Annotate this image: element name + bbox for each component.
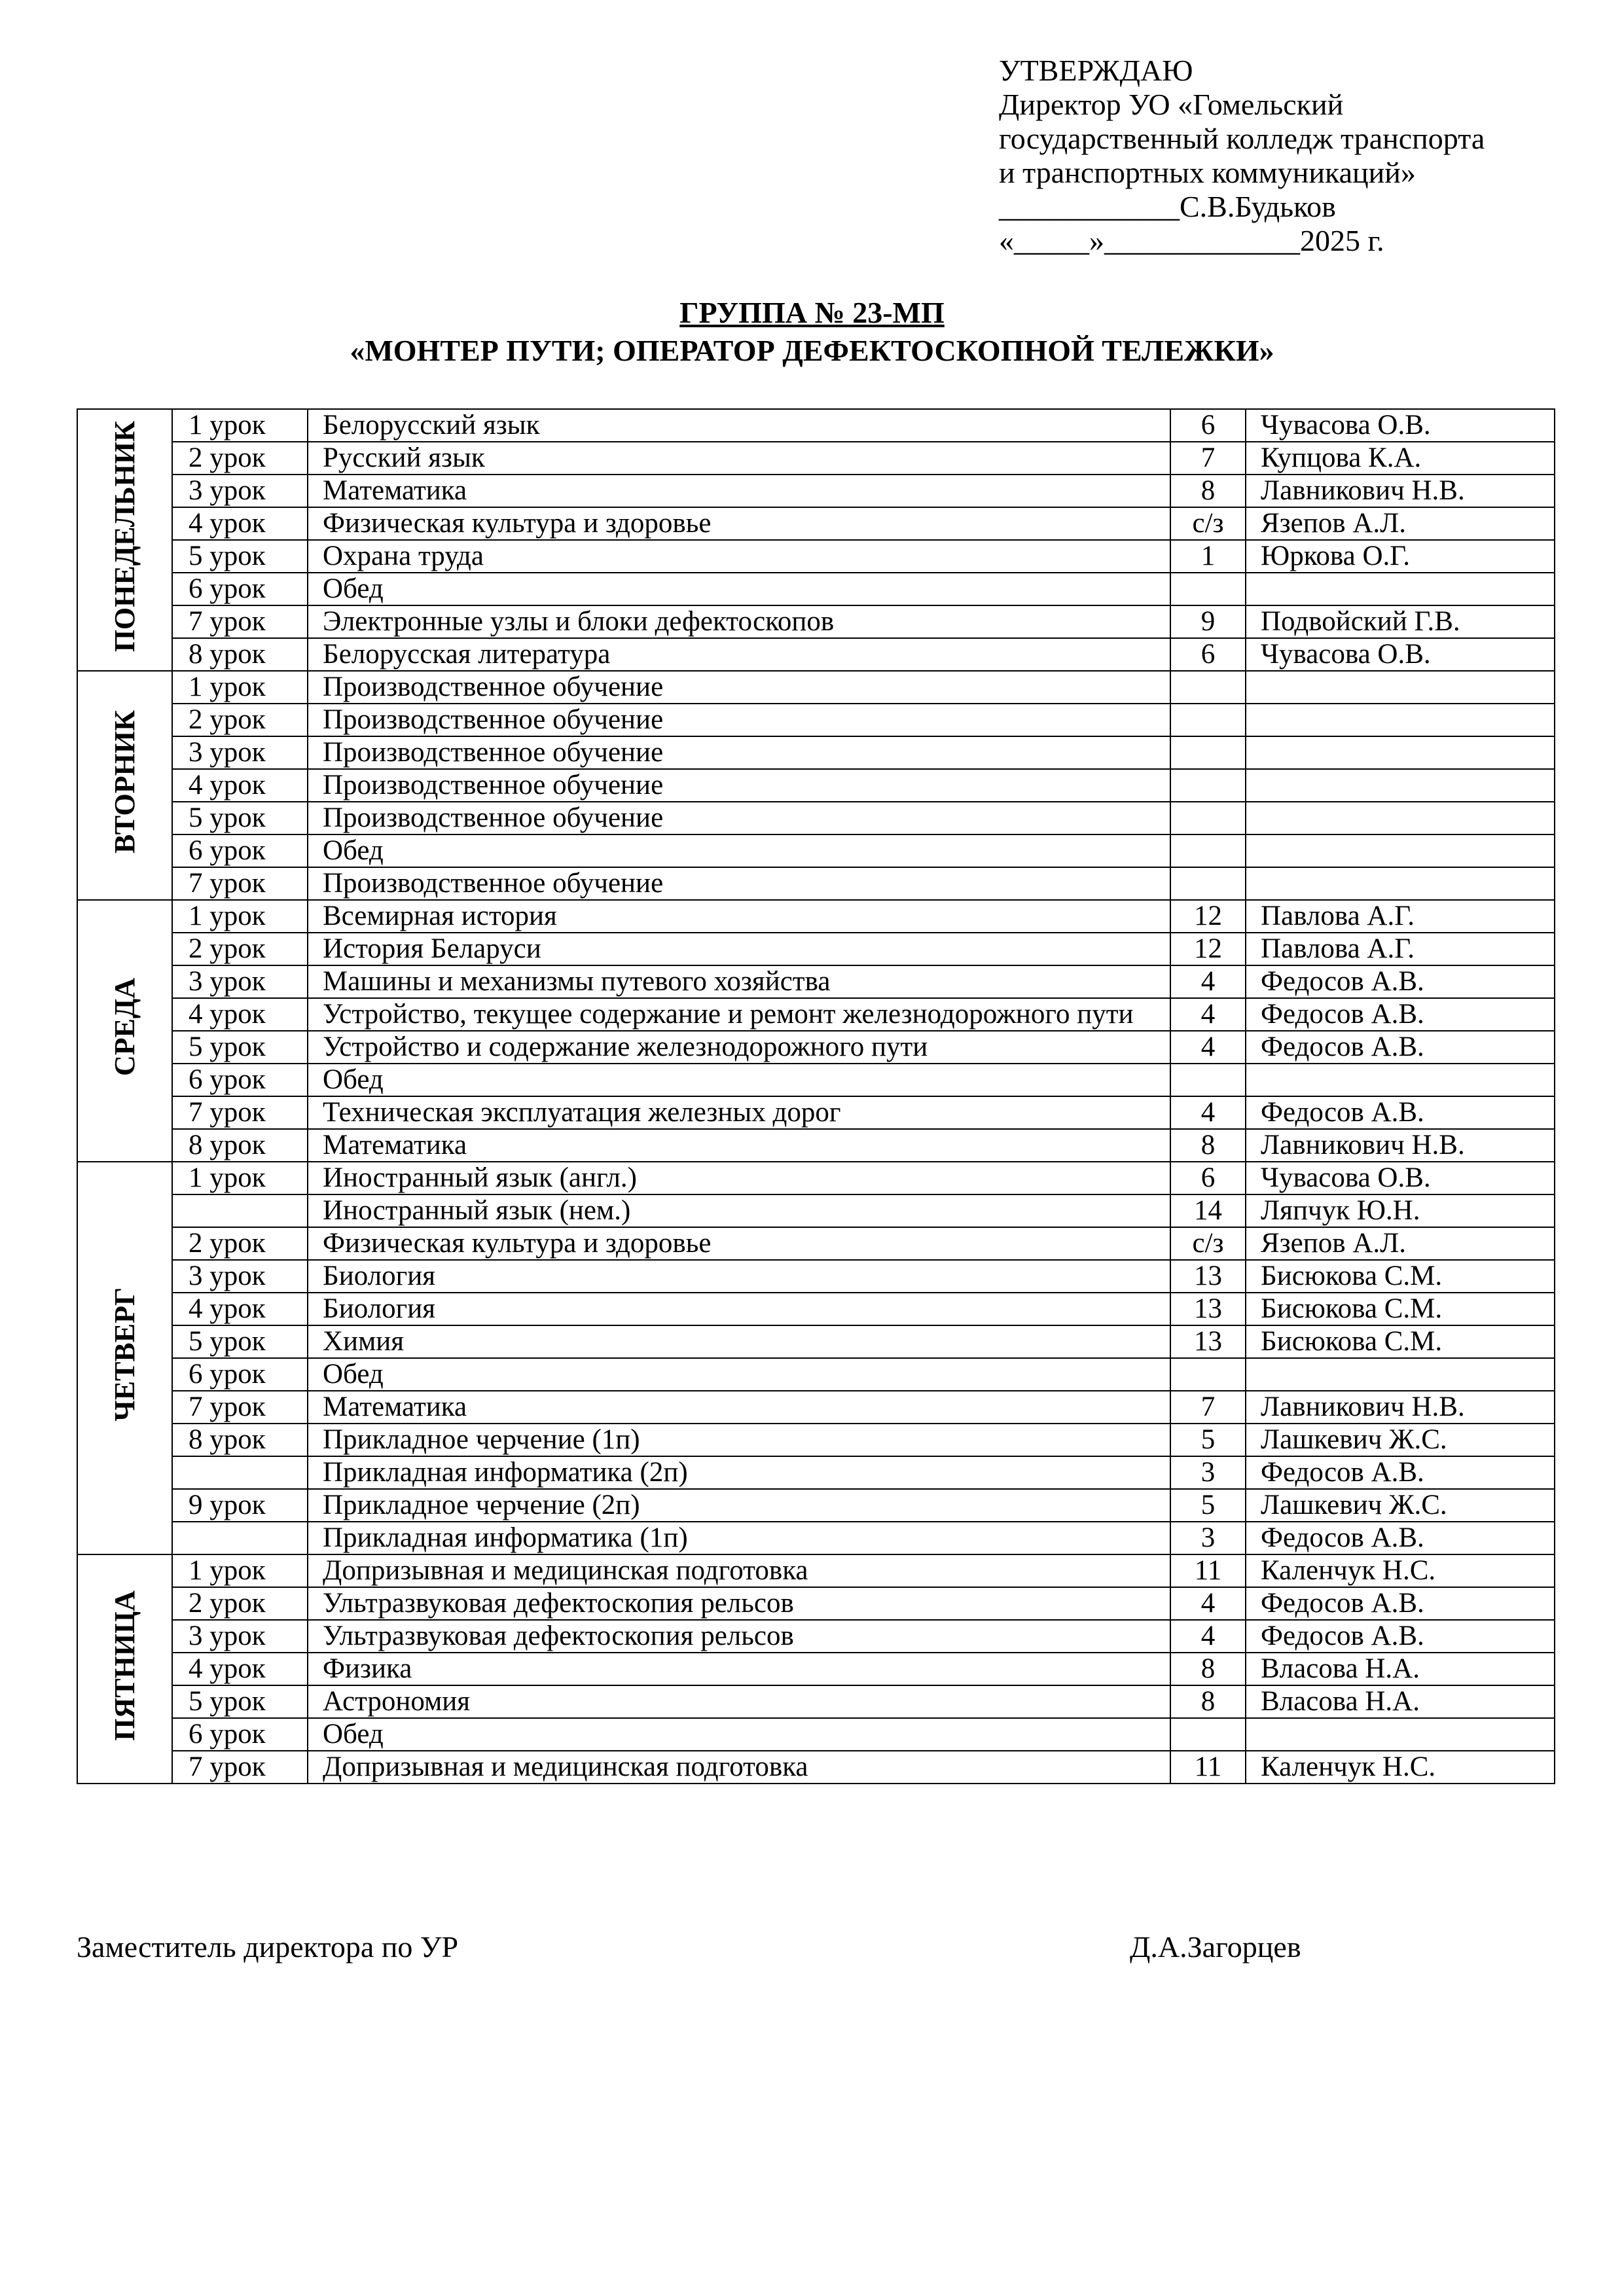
teacher-name: Каленчук Н.С. <box>1246 1751 1555 1784</box>
lesson-number: 7 урок <box>172 867 308 900</box>
subject-name: Устройство, текущее содержание и ремонт железнодорожного пути <box>308 998 1170 1031</box>
teacher-name: Власова Н.А. <box>1246 1685 1555 1718</box>
lesson-number: 6 урок <box>172 573 308 605</box>
schedule-row <box>77 638 1555 671</box>
teacher-name <box>1246 671 1555 704</box>
schedule-row <box>77 1162 1555 1194</box>
lesson-number: 3 урок <box>172 965 308 998</box>
teacher-name: Павлова А.Г. <box>1246 900 1555 933</box>
schedule-row <box>77 1522 1555 1554</box>
day-cell <box>77 1554 172 1784</box>
teacher-name <box>1246 867 1555 900</box>
approval-block <box>999 54 1485 258</box>
teacher-name: Федосов А.В. <box>1246 1587 1555 1620</box>
subject-name: Обед <box>308 834 1170 867</box>
schedule-row <box>77 1424 1555 1456</box>
room-number: с/з <box>1170 1227 1246 1260</box>
day-cell <box>77 671 172 900</box>
lesson-number: 2 урок <box>172 704 308 736</box>
subject-name: Обед <box>308 1358 1170 1391</box>
teacher-name <box>1246 802 1555 834</box>
schedule-row <box>77 540 1555 573</box>
schedule-row <box>77 1751 1555 1784</box>
room-number: 6 <box>1170 1162 1246 1194</box>
subject-name: Математика <box>308 1129 1170 1162</box>
teacher-name: Чувасова О.В. <box>1246 409 1555 442</box>
schedule-row <box>77 1685 1555 1718</box>
schedule-row <box>77 409 1555 442</box>
schedule-row <box>77 802 1555 834</box>
room-number: 8 <box>1170 475 1246 507</box>
teacher-name: Лашкевич Ж.С. <box>1246 1489 1555 1522</box>
approval-line: государственный колледж транспорта <box>999 122 1485 155</box>
lesson-number: 3 урок <box>172 736 308 769</box>
schedule-row <box>77 507 1555 540</box>
room-number: 3 <box>1170 1522 1246 1554</box>
room-number: 11 <box>1170 1751 1246 1784</box>
subject-name: Физическая культура и здоровье <box>308 507 1170 540</box>
subject-name: Биология <box>308 1293 1170 1325</box>
lesson-number: 2 урок <box>172 442 308 475</box>
lesson-number: 6 урок <box>172 834 308 867</box>
subject-name: История Беларуси <box>308 933 1170 965</box>
teacher-name: Язепов А.Л. <box>1246 507 1555 540</box>
schedule-table <box>77 408 1555 1784</box>
room-number: 8 <box>1170 1685 1246 1718</box>
lesson-number: 1 урок <box>172 1162 308 1194</box>
subject-name: Производственное обучение <box>308 736 1170 769</box>
schedule-row <box>77 1293 1555 1325</box>
approval-line: и транспортных коммуникаций» <box>999 156 1416 189</box>
room-number: 6 <box>1170 409 1246 442</box>
room-number: 12 <box>1170 933 1246 965</box>
room-number: 5 <box>1170 1424 1246 1456</box>
schedule-body <box>77 409 1555 1784</box>
room-number: 4 <box>1170 1587 1246 1620</box>
lesson-number: 5 урок <box>172 1031 308 1064</box>
lesson-number: 1 урок <box>172 1554 308 1587</box>
room-number <box>1170 834 1246 867</box>
lesson-number: 8 урок <box>172 638 308 671</box>
schedule-row <box>77 671 1555 704</box>
teacher-name: Подвойский Г.В. <box>1246 605 1555 638</box>
day-cell <box>77 409 172 671</box>
lesson-number: 8 урок <box>172 1424 308 1456</box>
room-number <box>1170 802 1246 834</box>
schedule-row <box>77 704 1555 736</box>
schedule-row <box>77 1227 1555 1260</box>
lesson-number: 2 урок <box>172 1227 308 1260</box>
room-number: 6 <box>1170 638 1246 671</box>
teacher-name: Бисюкова С.М. <box>1246 1293 1555 1325</box>
subject-name: Машины и механизмы путевого хозяйства <box>308 965 1170 998</box>
teacher-name <box>1246 1358 1555 1391</box>
teacher-name <box>1246 736 1555 769</box>
room-number: 3 <box>1170 1456 1246 1489</box>
subject-name: Производственное обучение <box>308 769 1170 802</box>
lesson-number: 6 урок <box>172 1064 308 1096</box>
schedule-row <box>77 442 1555 475</box>
subject-name: Обед <box>308 573 1170 605</box>
room-number <box>1170 1358 1246 1391</box>
teacher-name: Язепов А.Л. <box>1246 1227 1555 1260</box>
approval-line: ____________С.В.Будьков <box>999 190 1336 223</box>
room-number: 14 <box>1170 1194 1246 1227</box>
room-number <box>1170 704 1246 736</box>
subject-name: Производственное обучение <box>308 867 1170 900</box>
schedule-row <box>77 1587 1555 1620</box>
teacher-name: Федосов А.В. <box>1246 998 1555 1031</box>
day-label: ЧЕТВЕРГ <box>108 1287 141 1422</box>
subject-name: Допризывная и медицинская подготовка <box>308 1554 1170 1587</box>
lesson-number: 4 урок <box>172 1653 308 1685</box>
lesson-number: 4 урок <box>172 1293 308 1325</box>
subject-name: Прикладное черчение (2п) <box>308 1489 1170 1522</box>
lesson-number: 3 урок <box>172 475 308 507</box>
schedule-row <box>77 605 1555 638</box>
lesson-number: 1 урок <box>172 409 308 442</box>
teacher-name: Лавникович Н.В. <box>1246 475 1555 507</box>
room-number: 4 <box>1170 998 1246 1031</box>
schedule-row <box>77 1064 1555 1096</box>
schedule-row <box>77 573 1555 605</box>
schedule-row <box>77 1653 1555 1685</box>
room-number: 8 <box>1170 1653 1246 1685</box>
room-number: 4 <box>1170 1096 1246 1129</box>
schedule-row <box>77 1325 1555 1358</box>
lesson-number: 4 урок <box>172 507 308 540</box>
approval-line: Директор УО «Гомельский <box>999 88 1344 121</box>
room-number <box>1170 1718 1246 1751</box>
teacher-name <box>1246 1718 1555 1751</box>
schedule-row <box>77 736 1555 769</box>
lesson-number: 7 урок <box>172 1391 308 1424</box>
subject-name: Производственное обучение <box>308 802 1170 834</box>
subject-name: Физическая культура и здоровье <box>308 1227 1170 1260</box>
day-label: ПЯТНИЦА <box>108 1590 141 1741</box>
schedule-row <box>77 1096 1555 1129</box>
day-cell <box>77 900 172 1162</box>
room-number <box>1170 867 1246 900</box>
lesson-number <box>172 1456 308 1489</box>
schedule-row <box>77 1194 1555 1227</box>
teacher-name: Федосов А.В. <box>1246 1456 1555 1489</box>
lesson-number <box>172 1522 308 1554</box>
schedule-row <box>77 998 1555 1031</box>
subject-name: Электронные узлы и блоки дефектоскопов <box>308 605 1170 638</box>
lesson-number: 7 урок <box>172 1751 308 1784</box>
lesson-number: 8 урок <box>172 1129 308 1162</box>
teacher-name: Лавникович Н.В. <box>1246 1129 1555 1162</box>
group-title: ГРУППА № 23-МП <box>679 296 945 329</box>
room-number: 4 <box>1170 965 1246 998</box>
lesson-number: 2 урок <box>172 933 308 965</box>
subject-name: Белорусская литература <box>308 638 1170 671</box>
room-number: 9 <box>1170 605 1246 638</box>
subject-name: Обед <box>308 1718 1170 1751</box>
specialty-title: «МОНТЕР ПУТИ; ОПЕРАТОР ДЕФЕКТОСКОПНОЙ ТЕЛЕЖКИ» <box>350 334 1274 367</box>
room-number: 7 <box>1170 442 1246 475</box>
lesson-number: 7 урок <box>172 605 308 638</box>
lesson-number: 1 урок <box>172 671 308 704</box>
teacher-name: Федосов А.В. <box>1246 1031 1555 1064</box>
subject-name: Белорусский язык <box>308 409 1170 442</box>
schedule-row <box>77 1031 1555 1064</box>
teacher-name <box>1246 834 1555 867</box>
teacher-name: Чувасова О.В. <box>1246 638 1555 671</box>
lesson-number: 9 урок <box>172 1489 308 1522</box>
subject-name: Русский язык <box>308 442 1170 475</box>
subject-name: Устройство и содержание железнодорожного пути <box>308 1031 1170 1064</box>
subject-name: Астрономия <box>308 1685 1170 1718</box>
schedule-row <box>77 1620 1555 1653</box>
approval-line: УТВЕРЖДАЮ <box>999 54 1193 87</box>
teacher-name <box>1246 1064 1555 1096</box>
room-number: 4 <box>1170 1620 1246 1653</box>
day-cell <box>77 1162 172 1554</box>
subject-name: Обед <box>308 1064 1170 1096</box>
room-number: с/з <box>1170 507 1246 540</box>
room-number: 12 <box>1170 900 1246 933</box>
lesson-number: 5 урок <box>172 540 308 573</box>
teacher-name: Юркова О.Г. <box>1246 540 1555 573</box>
teacher-name: Каленчук Н.С. <box>1246 1554 1555 1587</box>
subject-name: Ультразвуковая дефектоскопия рельсов <box>308 1620 1170 1653</box>
schedule-row <box>77 1456 1555 1489</box>
day-label: ВТОРНИК <box>108 710 141 853</box>
day-label: ПОНЕДЕЛЬНИК <box>108 420 141 653</box>
approval-line: «_____»_____________2025 г. <box>999 224 1384 257</box>
day-label: СРЕДА <box>108 978 141 1077</box>
room-number: 7 <box>1170 1391 1246 1424</box>
teacher-name: Федосов А.В. <box>1246 965 1555 998</box>
schedule-row <box>77 1718 1555 1751</box>
lesson-number: 1 урок <box>172 900 308 933</box>
schedule-row <box>77 965 1555 998</box>
subject-name: Химия <box>308 1325 1170 1358</box>
schedule-row <box>77 1260 1555 1293</box>
schedule-row <box>77 769 1555 802</box>
lesson-number <box>172 1194 308 1227</box>
lesson-number: 4 урок <box>172 769 308 802</box>
lesson-number: 4 урок <box>172 998 308 1031</box>
room-number: 4 <box>1170 1031 1246 1064</box>
subject-name: Допризывная и медицинская подготовка <box>308 1751 1170 1784</box>
room-number: 1 <box>1170 540 1246 573</box>
teacher-name: Федосов А.В. <box>1246 1620 1555 1653</box>
teacher-name: Ляпчук Ю.Н. <box>1246 1194 1555 1227</box>
lesson-number: 6 урок <box>172 1358 308 1391</box>
teacher-name: Федосов А.В. <box>1246 1096 1555 1129</box>
subject-name: Математика <box>308 1391 1170 1424</box>
teacher-name <box>1246 704 1555 736</box>
teacher-name <box>1246 573 1555 605</box>
schedule-row <box>77 900 1555 933</box>
subject-name: Физика <box>308 1653 1170 1685</box>
teacher-name <box>1246 769 1555 802</box>
room-number: 8 <box>1170 1129 1246 1162</box>
subject-name: Прикладное черчение (1п) <box>308 1424 1170 1456</box>
room-number <box>1170 769 1246 802</box>
lesson-number: 5 урок <box>172 802 308 834</box>
teacher-name: Павлова А.Г. <box>1246 933 1555 965</box>
lesson-number: 5 урок <box>172 1685 308 1718</box>
teacher-name: Лавникович Н.В. <box>1246 1391 1555 1424</box>
lesson-number: 2 урок <box>172 1587 308 1620</box>
subject-name: Техническая эксплуатация железных дорог <box>308 1096 1170 1129</box>
schedule-row <box>77 834 1555 867</box>
room-number: 5 <box>1170 1489 1246 1522</box>
lesson-number: 6 урок <box>172 1718 308 1751</box>
subject-name: Иностранный язык (нем.) <box>308 1194 1170 1227</box>
room-number <box>1170 736 1246 769</box>
room-number: 13 <box>1170 1325 1246 1358</box>
lesson-number: 3 урок <box>172 1620 308 1653</box>
room-number: 11 <box>1170 1554 1246 1587</box>
subject-name: Математика <box>308 475 1170 507</box>
lesson-number: 7 урок <box>172 1096 308 1129</box>
teacher-name: Бисюкова С.М. <box>1246 1260 1555 1293</box>
schedule-row <box>77 1358 1555 1391</box>
subject-name: Прикладная информатика (1п) <box>308 1522 1170 1554</box>
schedule-row <box>77 867 1555 900</box>
teacher-name: Федосов А.В. <box>1246 1522 1555 1554</box>
room-number <box>1170 1064 1246 1096</box>
room-number <box>1170 573 1246 605</box>
signatory-name: Д.А.Загорцев <box>1130 1930 1301 1964</box>
teacher-name: Лашкевич Ж.С. <box>1246 1424 1555 1456</box>
teacher-name: Купцова К.А. <box>1246 442 1555 475</box>
subject-name: Иностранный язык (англ.) <box>308 1162 1170 1194</box>
room-number <box>1170 671 1246 704</box>
signatory-position: Заместитель директора по УР <box>77 1930 459 1964</box>
schedule-row <box>77 475 1555 507</box>
teacher-name: Чувасова О.В. <box>1246 1162 1555 1194</box>
schedule-row <box>77 1129 1555 1162</box>
schedule-row <box>77 1489 1555 1522</box>
subject-name: Производственное обучение <box>308 671 1170 704</box>
subject-name: Всемирная история <box>308 900 1170 933</box>
schedule-row <box>77 1391 1555 1424</box>
subject-name: Ультразвуковая дефектоскопия рельсов <box>308 1587 1170 1620</box>
subject-name: Производственное обучение <box>308 704 1170 736</box>
lesson-number: 5 урок <box>172 1325 308 1358</box>
room-number: 13 <box>1170 1293 1246 1325</box>
subject-name: Биология <box>308 1260 1170 1293</box>
schedule-row <box>77 1554 1555 1587</box>
subject-name: Прикладная информатика (2п) <box>308 1456 1170 1489</box>
schedule-row <box>77 933 1555 965</box>
room-number: 13 <box>1170 1260 1246 1293</box>
subject-name: Охрана труда <box>308 540 1170 573</box>
teacher-name: Власова Н.А. <box>1246 1653 1555 1685</box>
teacher-name: Бисюкова С.М. <box>1246 1325 1555 1358</box>
lesson-number: 3 урок <box>172 1260 308 1293</box>
